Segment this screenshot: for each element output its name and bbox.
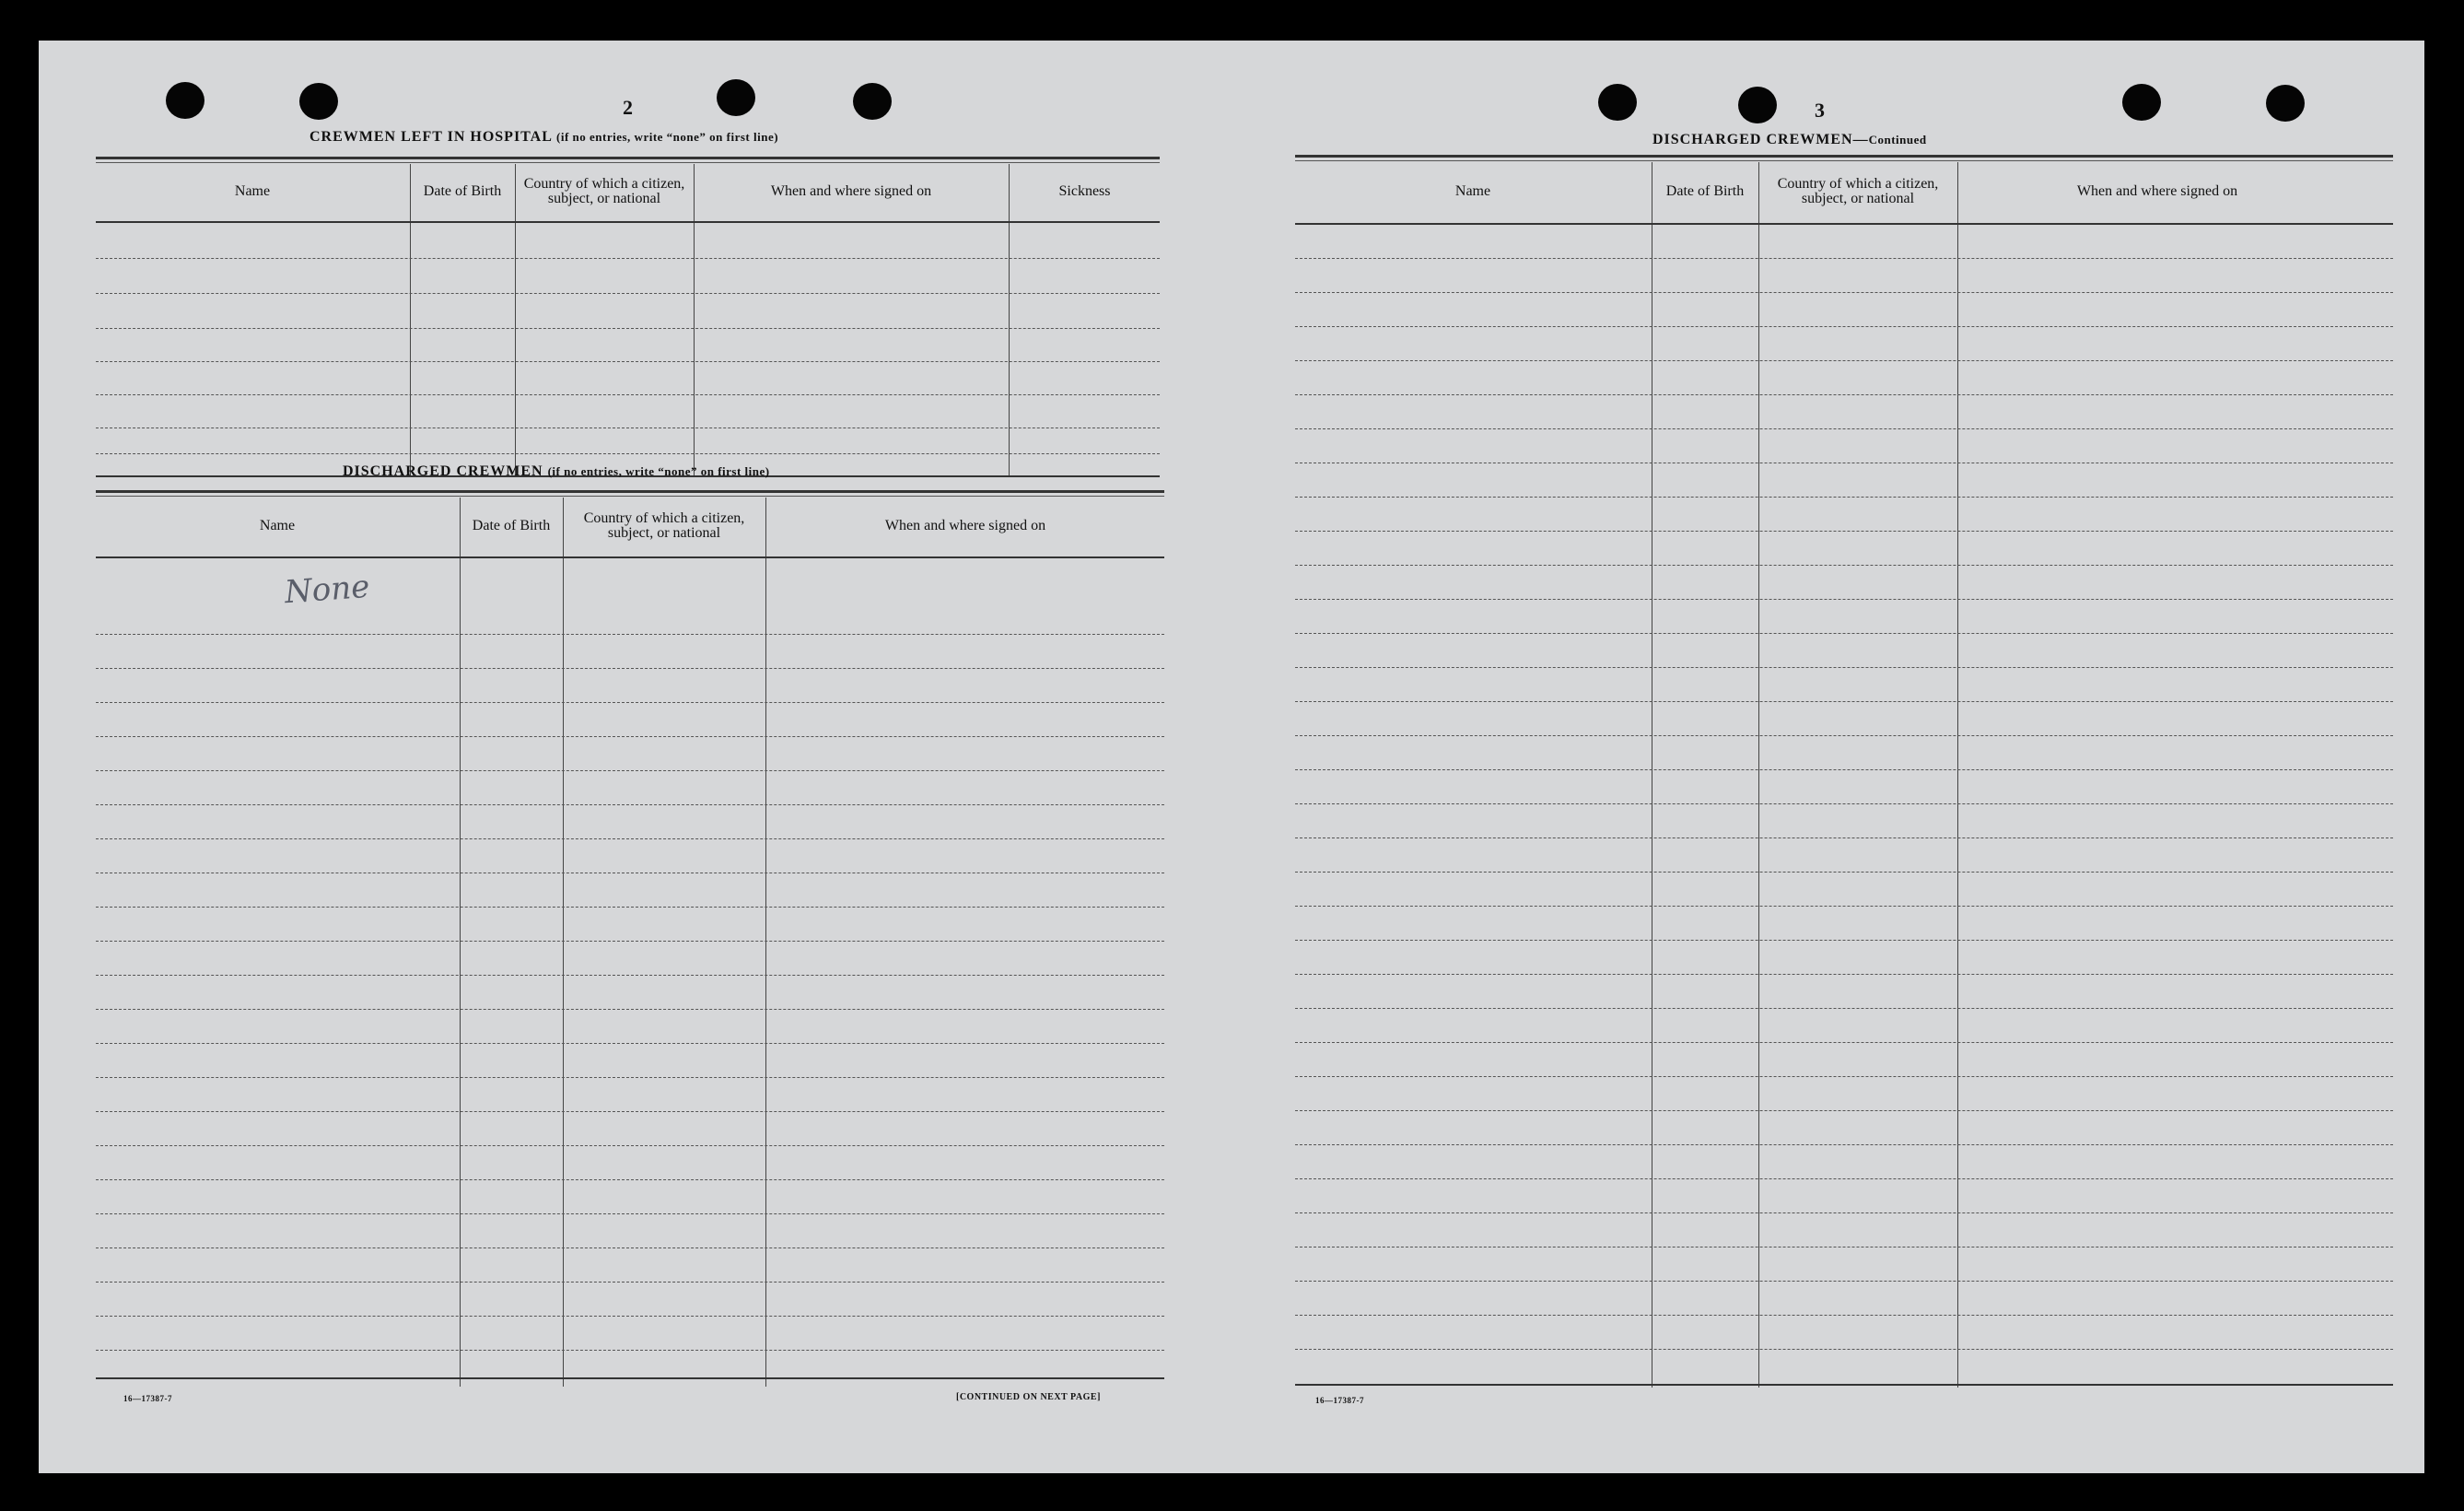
discharged-table — [96, 490, 1164, 1388]
punch-hole — [1598, 84, 1637, 121]
form-code-left: 16—17387-7 — [123, 1394, 172, 1403]
discharged-continued-title-text: DISCHARGED CREWMEN— — [1652, 132, 1869, 147]
col-header-sickness: Sickness — [1058, 183, 1111, 199]
punch-hole — [166, 82, 204, 119]
punch-hole — [717, 79, 755, 116]
col-header-date-of-birth: Date of Birth — [1665, 183, 1745, 199]
col-header-name: Name — [234, 183, 271, 199]
discharged-title-note: (if no entries, write “none” on first line) — [547, 464, 770, 478]
form-code-right: 16—17387-7 — [1315, 1396, 1364, 1405]
punch-hole — [1738, 87, 1777, 123]
col-header-signed-on: When and where signed on — [770, 183, 932, 199]
handwritten-none-entry: None — [283, 568, 371, 612]
continued-note: [CONTINUED ON NEXT PAGE] — [956, 1392, 1101, 1402]
page-number-right: 3 — [1815, 99, 1825, 122]
hospital-section-title — [309, 129, 778, 146]
discharged-continued-title — [1652, 132, 1927, 148]
col-header-country: Country of which a citizen, subject, or national — [583, 510, 745, 541]
punch-hole — [2266, 85, 2305, 122]
col-header-name: Name — [259, 518, 296, 533]
discharged-title-text: DISCHARGED CREWMEN — [343, 463, 543, 479]
hospital-title-text: CREWMEN LEFT IN HOSPITAL — [309, 129, 553, 145]
col-header-signed-on: When and where signed on — [884, 518, 1046, 533]
punch-hole — [299, 83, 338, 120]
punch-hole — [853, 83, 892, 120]
hospital-table — [96, 157, 1160, 479]
col-header-date-of-birth: Date of Birth — [472, 518, 551, 533]
punch-hole — [2122, 84, 2161, 121]
discharged-continued-table — [1295, 155, 2393, 1389]
discharged-section-title — [343, 463, 770, 480]
discharged-continued-suffix: Continued — [1868, 133, 1927, 146]
hospital-title-note: (if no entries, write “none” on first line) — [556, 130, 779, 144]
col-header-signed-on: When and where signed on — [2076, 183, 2238, 199]
col-header-country: Country of which a citizen, subject, or national — [523, 176, 685, 206]
col-header-name: Name — [1454, 183, 1491, 199]
col-header-country: Country of which a citizen, subject, or national — [1777, 176, 1939, 206]
document-sheet — [39, 41, 2424, 1473]
page-number-left: 2 — [623, 96, 633, 119]
col-header-date-of-birth: Date of Birth — [423, 183, 502, 199]
